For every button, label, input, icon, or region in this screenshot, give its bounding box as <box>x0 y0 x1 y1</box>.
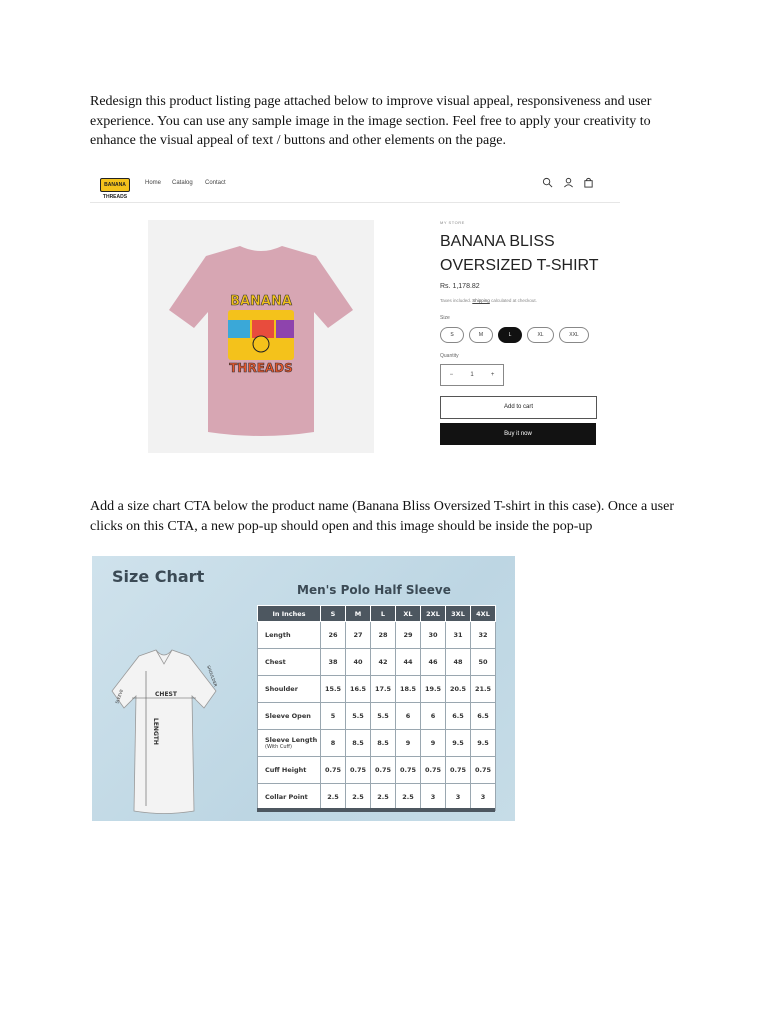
pink-tshirt-illustration <box>148 220 374 453</box>
shoulder-label: SHOULDER <box>206 664 219 688</box>
row-label-text: Chest <box>265 658 286 666</box>
size-chart-cell: 2.5 <box>321 784 346 811</box>
size-chart-cell: 2.5 <box>371 784 396 811</box>
size-chart-header: 3XL <box>446 606 471 622</box>
size-chart-row <box>258 730 496 757</box>
size-chart-cell: 42 <box>371 649 396 676</box>
size-chart-subtitle: Men's Polo Half Sleeve <box>297 583 451 597</box>
shirt-print-top: BANANA <box>230 294 292 309</box>
size-chart-header: S <box>321 606 346 622</box>
size-chart-cell: 9 <box>396 730 421 757</box>
size-chart-header: L <box>371 606 396 622</box>
size-chart-cell: 44 <box>396 649 421 676</box>
size-chart-cell: 2.5 <box>396 784 421 811</box>
size-chart-cell: 8.5 <box>346 730 371 757</box>
size-label: Size <box>440 315 450 321</box>
size-chart-row-label <box>258 622 321 649</box>
nav-home-link[interactable]: Home <box>145 180 162 186</box>
size-chart-cell: 3 <box>471 784 496 811</box>
size-option-m[interactable]: M <box>469 327 493 343</box>
size-option-xxl[interactable]: XXL <box>559 327 589 343</box>
store-label: MY STORE <box>440 220 465 225</box>
nav-catalog-link[interactable]: Catalog <box>172 180 193 186</box>
size-chart-row <box>258 757 496 784</box>
size-chart-cell: 40 <box>346 649 371 676</box>
size-chart-header: M <box>346 606 371 622</box>
size-chart-cell: 32 <box>471 622 496 649</box>
size-chart-cell: 20.5 <box>446 676 471 703</box>
size-chart-row-label <box>258 703 321 730</box>
size-chart-cell: 31 <box>446 622 471 649</box>
size-chart-cell: 16.5 <box>346 676 371 703</box>
size-chart-cell: 6.5 <box>446 703 471 730</box>
size-chart-cell: 0.75 <box>321 757 346 784</box>
size-chart-cell: 5.5 <box>371 703 396 730</box>
size-chart-cell: 21.5 <box>471 676 496 703</box>
size-chart-cell: 17.5 <box>371 676 396 703</box>
size-chart-cell: 48 <box>446 649 471 676</box>
row-label-text: Shoulder <box>265 685 298 693</box>
product-image <box>148 220 374 453</box>
row-label-text: Sleeve Length <box>265 736 318 744</box>
length-label: LENGTH <box>152 718 159 745</box>
size-chart-cell: 9.5 <box>446 730 471 757</box>
size-chart-cell: 0.75 <box>421 757 446 784</box>
size-chart-cell: 0.75 <box>446 757 471 784</box>
size-selector <box>440 327 589 343</box>
product-title: BANANA BLISS OVERSIZED T-SHIRT <box>440 233 599 274</box>
size-chart-cell: 5 <box>321 703 346 730</box>
size-chart-footer-bar <box>257 808 495 812</box>
quantity-increase-button[interactable]: + <box>490 372 495 378</box>
nav-contact-link[interactable]: Contact <box>205 180 226 186</box>
row-label-text: Collar Point <box>265 793 308 801</box>
buy-now-button[interactable]: Buy it now <box>440 423 596 445</box>
size-chart-cell: 8 <box>321 730 346 757</box>
size-chart-row-label <box>258 676 321 703</box>
size-chart-cell: 9.5 <box>471 730 496 757</box>
size-chart-cell: 0.75 <box>471 757 496 784</box>
size-option-s[interactable]: S <box>440 327 464 343</box>
size-chart-cell: 29 <box>396 622 421 649</box>
size-chart-cell: 0.75 <box>371 757 396 784</box>
sleeve-label: SLEEVE <box>114 688 125 705</box>
size-chart-cell: 0.75 <box>396 757 421 784</box>
row-label-text: Length <box>265 631 291 639</box>
size-chart-row-label <box>258 730 321 757</box>
size-chart-cell: 6.5 <box>471 703 496 730</box>
quantity-decrease-button[interactable]: − <box>449 372 454 378</box>
size-chart-header: In Inches <box>258 606 321 622</box>
size-option-xl[interactable]: XL <box>527 327 554 343</box>
size-chart-cell: 30 <box>421 622 446 649</box>
size-chart-cell: 50 <box>471 649 496 676</box>
size-chart-row-label <box>258 649 321 676</box>
size-chart-cell: 27 <box>346 622 371 649</box>
size-chart-cell: 38 <box>321 649 346 676</box>
size-chart-cell: 5.5 <box>346 703 371 730</box>
size-chart-header: 2XL <box>421 606 446 622</box>
tax-note-prefix: Taxes included. <box>440 298 472 303</box>
size-chart-cell: 19.5 <box>421 676 446 703</box>
shirt-print-bottom: THREADS <box>229 361 293 375</box>
account-icon[interactable] <box>563 177 574 188</box>
size-chart-row <box>258 622 496 649</box>
size-chart-row <box>258 784 496 811</box>
size-chart-cell: 0.75 <box>346 757 371 784</box>
size-chart-image <box>92 556 515 821</box>
size-chart-cell: 46 <box>421 649 446 676</box>
search-icon[interactable] <box>542 177 553 188</box>
quantity-label: Quantity <box>440 353 459 359</box>
size-chart-cell: 28 <box>371 622 396 649</box>
add-to-cart-button[interactable]: Add to cart <box>440 396 597 419</box>
size-chart-row <box>258 676 496 703</box>
shipping-link[interactable]: Shipping <box>472 298 490 303</box>
tax-note-suffix: calculated at checkout. <box>491 298 537 303</box>
row-label-subtext: (With Cuff) <box>265 744 292 750</box>
size-chart-cell: 3 <box>446 784 471 811</box>
cart-icon[interactable] <box>583 177 594 188</box>
quantity-stepper <box>440 364 504 386</box>
instruction-paragraph-size-chart: Add a size chart CTA below the product name (Banana Bliss Oversized T-shirt in this case). Once a user clicks on this CTA, a new pop-up should open and this image should be inside the pop-up <box>90 499 674 534</box>
size-chart-table <box>257 605 496 811</box>
product-page-screenshot <box>90 168 620 460</box>
size-chart-header: 4XL <box>471 606 496 622</box>
size-chart-row-label <box>258 757 321 784</box>
store-logo: BANANA THREADS <box>100 178 130 192</box>
quantity-value[interactable]: 1 <box>470 372 474 378</box>
row-label-text: Cuff Height <box>265 766 307 774</box>
size-chart-header: XL <box>396 606 421 622</box>
size-chart-cell: 2.5 <box>346 784 371 811</box>
size-chart-cell: 6 <box>421 703 446 730</box>
polo-shirt-diagram <box>104 646 224 816</box>
tax-note <box>440 298 537 303</box>
size-chart-cell: 9 <box>421 730 446 757</box>
size-chart-cell: 8.5 <box>371 730 396 757</box>
instruction-paragraph-redesign: Redesign this product listing page attached below to improve visual appeal, responsiveness and user experience. You can use any sample image in the image section. Feel free to apply your creativity to enhance the visual appeal of text / buttons and other elements on the page. <box>90 94 652 148</box>
size-chart-row <box>258 703 496 730</box>
chest-label: CHEST <box>155 691 177 698</box>
header-divider <box>90 202 620 203</box>
size-chart-cell: 18.5 <box>396 676 421 703</box>
size-chart-row <box>258 649 496 676</box>
size-chart-cell: 6 <box>396 703 421 730</box>
size-chart-row-label <box>258 784 321 811</box>
product-price: Rs. 1,178.82 <box>440 283 480 290</box>
size-chart-title: Size Chart <box>112 567 205 586</box>
size-chart-cell: 26 <box>321 622 346 649</box>
size-chart-cell: 15.5 <box>321 676 346 703</box>
row-label-text: Sleeve Open <box>265 712 311 720</box>
size-option-l[interactable]: L <box>498 327 522 343</box>
size-chart-cell: 3 <box>421 784 446 811</box>
